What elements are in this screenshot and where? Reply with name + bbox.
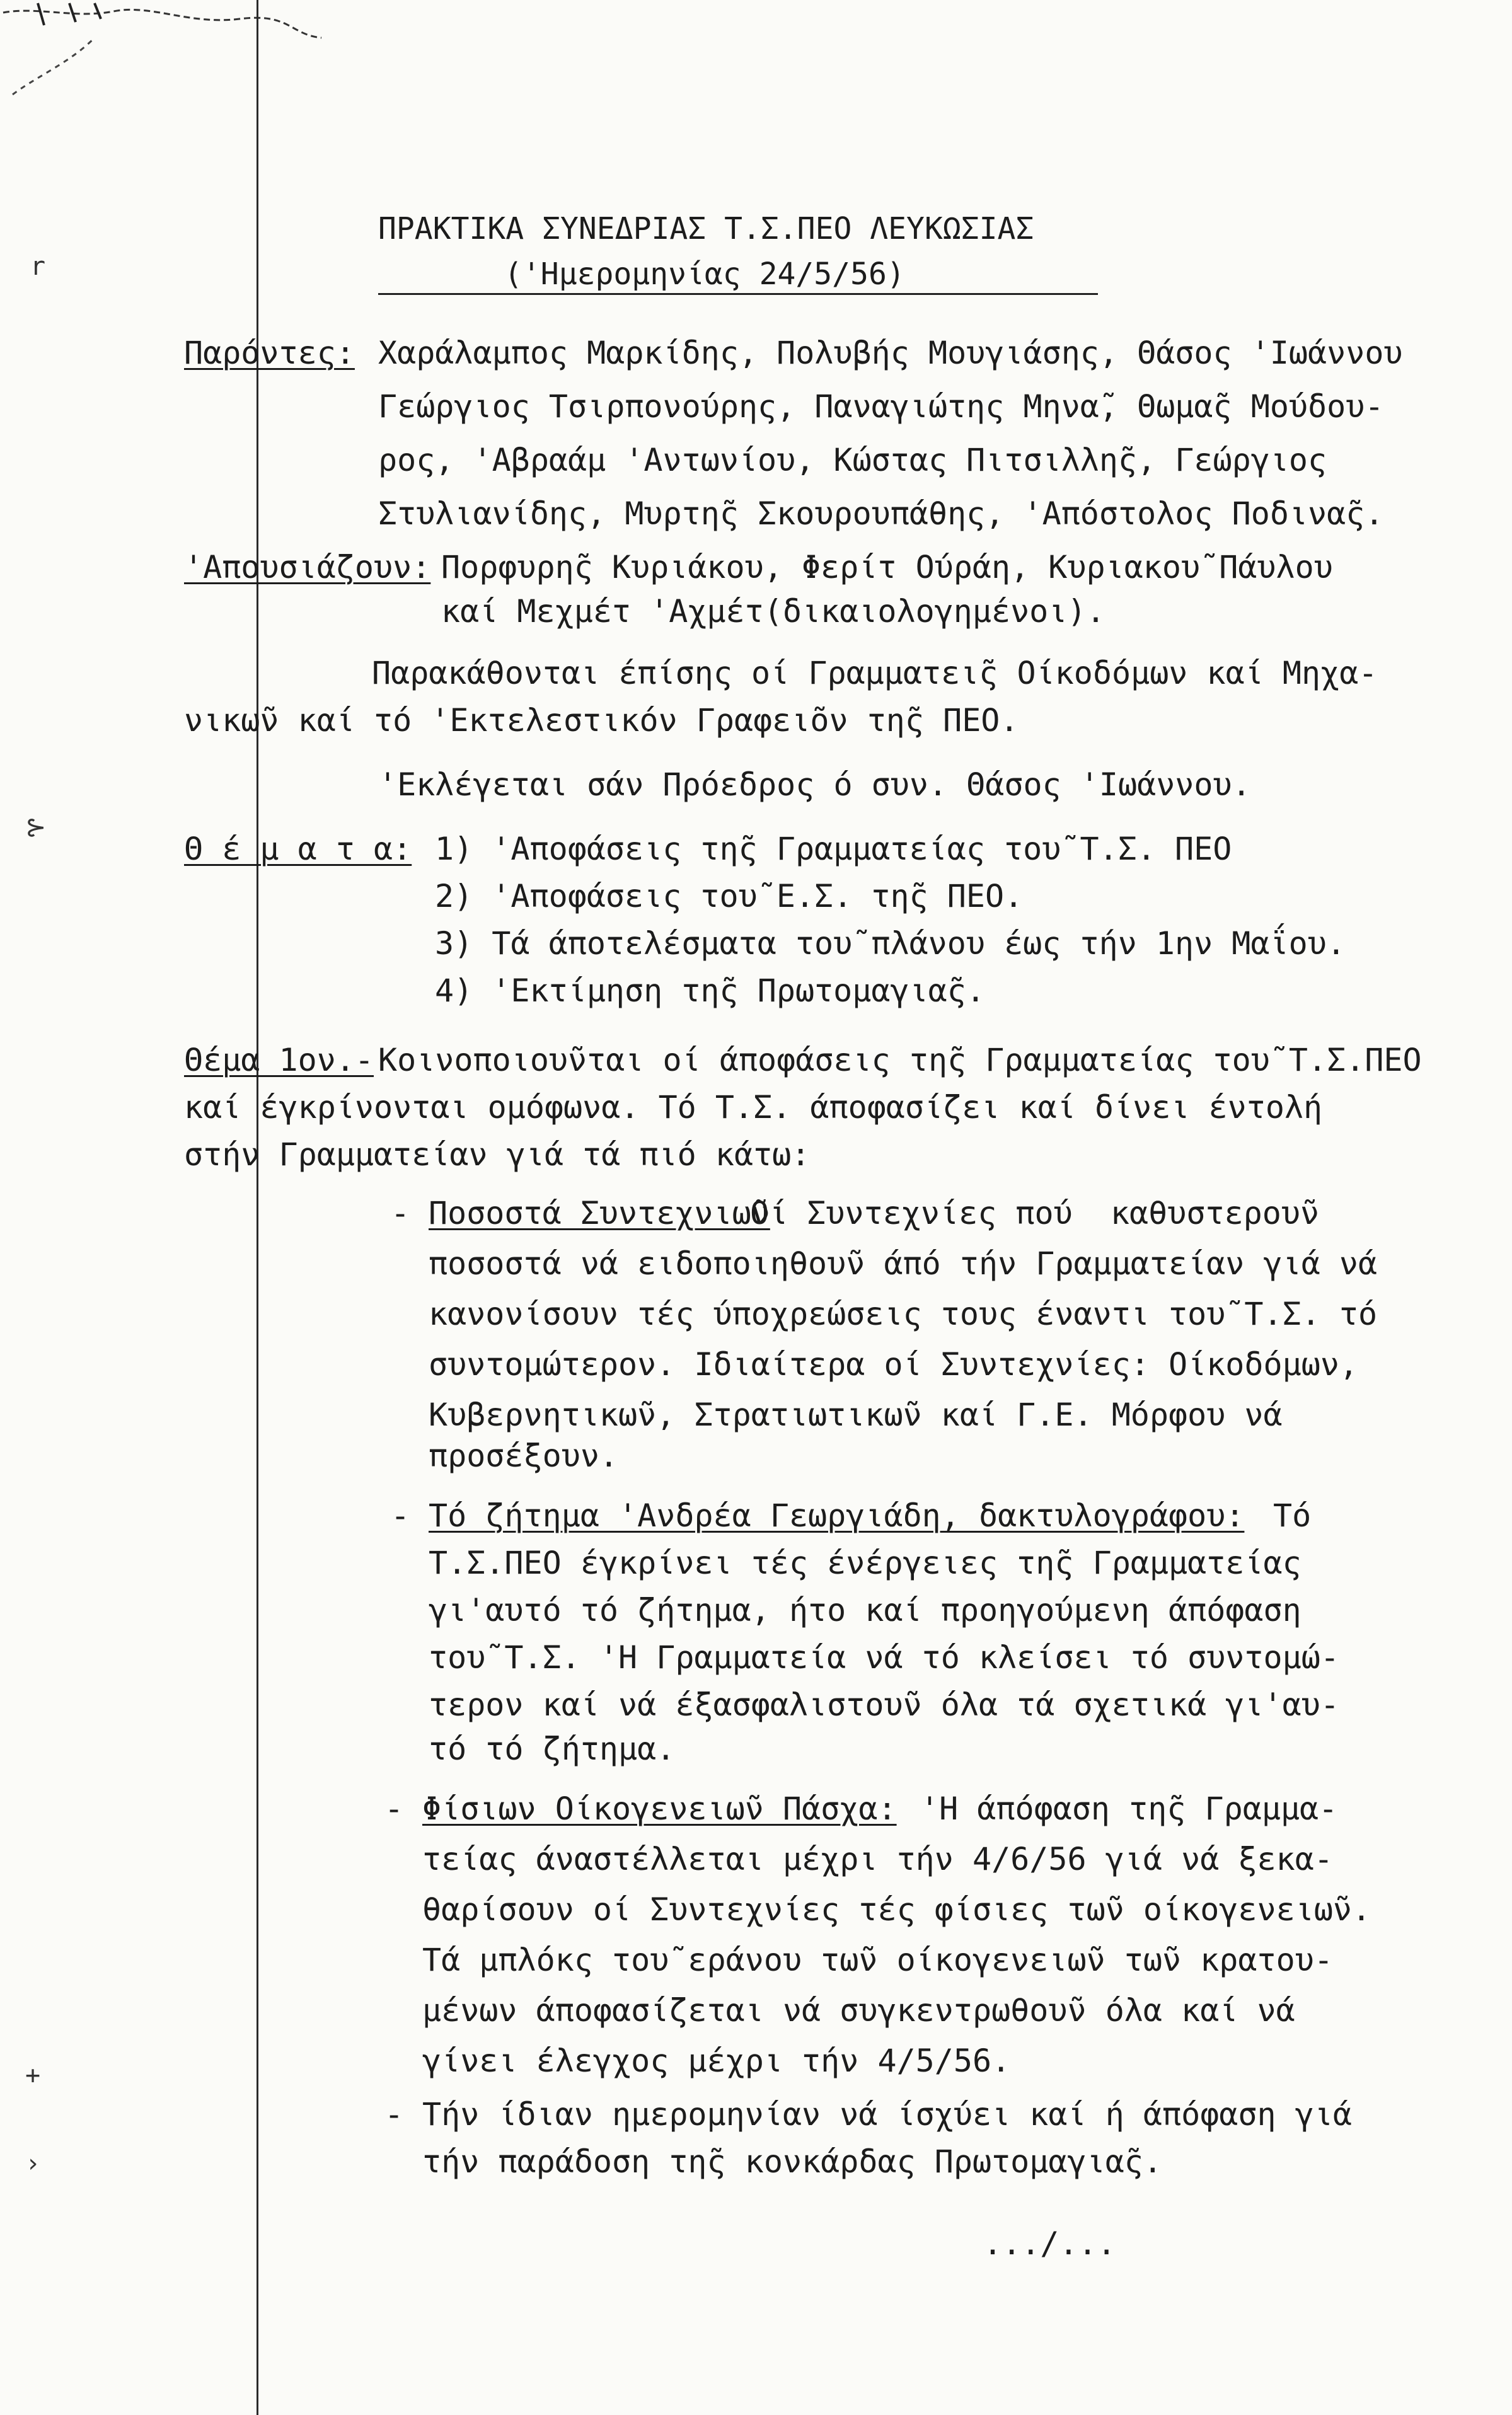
topic1-line: καί έγκρίνονται ομόφωνα. Τό Τ.Σ. άποφασίζει καί δίνει έντολή <box>184 1089 1323 1126</box>
bullet-line: 'Η άπόφαση τη̃ς Γραμμα- <box>920 1790 1338 1827</box>
bullet-line: Τήν ίδιαν ημερομηνίαν νά ίσχύει καί ή άπόφαση γιά <box>422 2096 1353 2133</box>
bullet-line: Οί Συντεχνίες πού καθυστερου̃ν <box>750 1195 1320 1231</box>
attending-line: Παρακάθονται έπίσης οί Γραμματει̃ς Οίκοδόμων καί Μηχα- <box>372 655 1378 691</box>
bullet-dash: - <box>384 2096 404 2133</box>
bullet-line: Τά μπλόκς του̃ εράνου τω̃ν οίκογενειω̃ν τω̃ν κρατου- <box>422 1942 1333 1978</box>
bullet-line: τήν παράδοση τη̃ς κονκάρδας Πρωτομαγια̃ς. <box>422 2143 1162 2180</box>
bullet-line: τό τό ζήτημα. <box>429 1731 676 1767</box>
bullet-line: ποσοστά νά ειδοποιηθου̃ν άπό τήν Γραμματείαν γιά νά <box>429 1245 1378 1282</box>
bullet-line: Τ.Σ.ΠΕΟ έγκρίνει τές ένέργειες τη̃ς Γραμματείας <box>429 1545 1301 1581</box>
bullet-line: γι'αυτό τό ζήτημα, ήτο καί προηγούμενη άπόφαση <box>429 1592 1301 1628</box>
margin-mark: + <box>25 2061 41 2090</box>
topic1-line: Κοινοποιου̃νται οί άποφάσεις τη̃ς Γραμματείας του̃ Τ.Σ.ΠΕΟ <box>378 1042 1422 1078</box>
chair-line: 'Εκλέγεται σάν Πρόεδρος ό συν. Θάσος 'Ιωάννου. <box>378 766 1251 803</box>
absent-line: καί Μεχμέτ 'Αχμέτ(δικαιολογημένοι). <box>441 593 1105 630</box>
bullet-line: γίνει έλεγχος μέχρι τήν 4/5/56. <box>422 2043 1011 2079</box>
topic1-line: στήν Γραμματείαν γιά τά πιό κάτω: <box>184 1136 811 1173</box>
present-line: Στυλιανίδης, Μυρτη̃ς Σκουρουπάθης, 'Απόστολος Ποδινα̃ς. <box>378 495 1384 532</box>
topic-item: 2) 'Αποφάσεις του̃ Ε.Σ. τη̃ς ΠΕΟ. <box>435 878 1024 914</box>
bullet-dash: - <box>391 1195 410 1231</box>
absent-label: 'Απουσιάζουν: <box>184 549 431 585</box>
bullet-line: τείας άναστέλλεται μέχρι τήν 4/6/56 γιά νά ξεκα- <box>422 1841 1333 1877</box>
document-date: ('Ημερομηνίας 24/5/56) <box>504 256 905 292</box>
bullet-line: τερον καί νά έξασφαλιστου̃ν όλα τά σχετικά γι'αυ- <box>429 1686 1339 1723</box>
bullet-line: Τό <box>1273 1497 1312 1534</box>
margin-mark: ⊱ <box>25 813 47 842</box>
document-title: ΠΡΑΚΤΙΚΑ ΣΥΝΕΔΡΙΑΣ Τ.Σ.ΠΕΟ ΛΕΥΚΩΣΙΑΣ <box>378 211 1034 246</box>
present-line: Γεώργιος Τσιρπονούρης, Παναγιώτης Μηνα̃, Θωμα̃ς Μούδου- <box>378 388 1384 425</box>
margin-mark: r <box>30 252 46 281</box>
topic1-label: Θέμα 1ον.- <box>184 1042 374 1078</box>
bullet-line: Κυβερνητικω̃ν, Στρατιωτικω̃ν καί Γ.Ε. Μόρφου νά <box>429 1397 1283 1433</box>
absent-line: Πορφυρη̃ς Κυριάκου, Φερίτ Ούράη, Κυριακου̃ Πάυλου <box>441 549 1333 585</box>
bullet-line: θαρίσουν οί Συντεχνίες τές φίσιες τω̃ν οίκογενειω̃ν. <box>422 1891 1371 1928</box>
bullet-heading: Ποσοστά Συντεχνιω̃ν <box>429 1195 770 1231</box>
bullet-heading: Τό ζήτημα 'Ανδρέα Γεωργιάδη, δακτυλογράφου: <box>429 1497 1245 1534</box>
topics-label: Θ έ μ α τ α: <box>184 831 412 867</box>
bullet-dash: - <box>384 1790 404 1827</box>
continuation-mark: .../... <box>983 2225 1116 2262</box>
bullet-line: προσέξουν. <box>429 1438 619 1474</box>
present-line: ρος, 'Αβραάμ 'Αντωνίου, Κώστας Πιτσιλλη̃ς, Γεώργιος <box>378 442 1327 478</box>
attending-line: νικω̃ν καί τό 'Εκτελεστικόν Γραφει̃ον τη̃ς ΠΕΟ. <box>184 702 1019 739</box>
present-line: Χαράλαμπος Μαρκίδης, Πολυβής Μουγιάσης, Θάσος 'Ιωάννου <box>378 335 1403 371</box>
bullet-line: του̃ Τ.Σ. 'Η Γραμματεία νά τό κλείσει τό συντομώ- <box>429 1639 1339 1676</box>
topic-item: 1) 'Αποφάσεις τη̃ς Γραμματείας του̃ Τ.Σ. ΠΕΟ <box>435 831 1232 867</box>
present-label: Παρόντες: <box>184 335 355 371</box>
bullet-line: κανονίσουν τές ύποχρεώσεις τους έναντι του̃ Τ.Σ. τό <box>429 1296 1378 1332</box>
title-underline <box>378 293 1098 295</box>
corner-scribble <box>0 0 328 107</box>
topic-item: 4) 'Εκτίμηση τη̃ς Πρωτομαγια̃ς. <box>435 972 985 1009</box>
margin-mark: › <box>25 2149 41 2178</box>
topic-item: 3) Τά άποτελέσματα του̃ πλάνου έως τήν 1ην Μαΐου. <box>435 925 1346 962</box>
bullet-heading: Φίσιων Οίκογενειω̃ν Πάσχα: <box>422 1790 897 1827</box>
bullet-dash: - <box>391 1497 410 1534</box>
bullet-line: συντομώτερον. Ιδιαίτερα οί Συντεχνίες: Οίκοδόμων, <box>429 1346 1359 1383</box>
bullet-line: μένων άποφασίζεται νά συγκεντρωθου̃ν όλα καί νά <box>422 1992 1295 2029</box>
